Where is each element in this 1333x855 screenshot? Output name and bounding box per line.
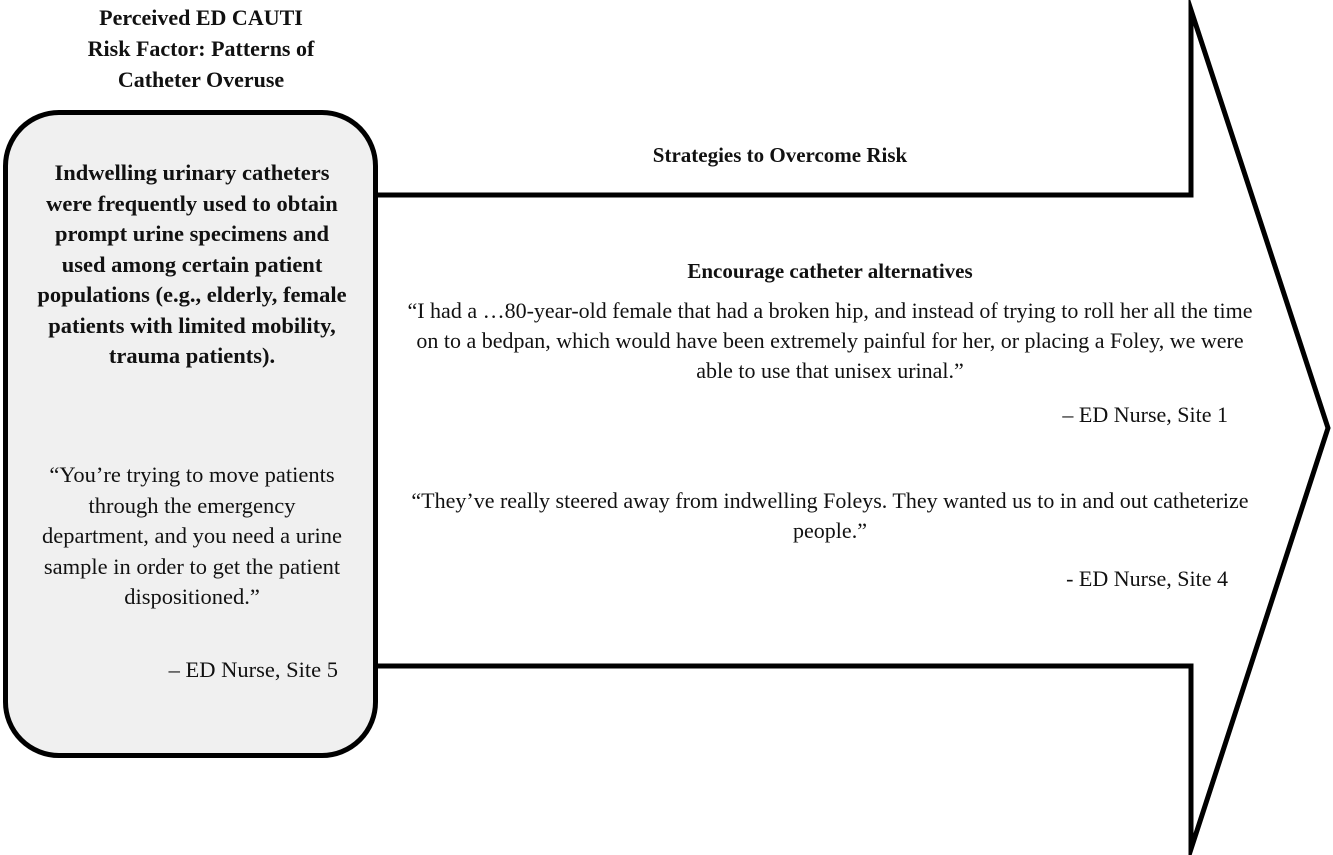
strategy-quote-attribution: - ED Nurse, Site 4 <box>1066 566 1228 591</box>
risk-factor-title-line: Catheter Overuse <box>117 67 285 92</box>
risk-factor-quote: “You’re trying to move patients through the emergency department, and you need a urine sample in order to get the patient dispositioned.” <box>42 462 342 609</box>
risk-factor-title-line: Perceived ED CAUTI <box>99 5 303 30</box>
strategy-quote-attribution: – ED Nurse, Site 1 <box>1062 402 1228 427</box>
risk-factor-attribution: – ED Nurse, Site 5 <box>168 657 338 682</box>
strategy-quote: “They’ve really steered away from indwelling Foleys. They wanted us to in and out catheterize people.” <box>411 488 1249 543</box>
strategy-quote: “I had a …80-year-old female that had a broken hip, and instead of trying to roll her all the time on to a bedpan, which would have been extremely painful for her, or placing a Foley, we were able to use that unisex urinal.” <box>407 298 1253 383</box>
risk-factor-box <box>3 110 378 758</box>
risk-factor-description: Indwelling urinary catheters were frequently used to obtain prompt urine specimens and used among certain patient populations (e.g., elderly, female patients with limited mobility, trauma patients). <box>37 160 347 368</box>
risk-factor-title <box>40 2 362 95</box>
risk-factor-title-line: Risk Factor: Patterns of <box>87 36 315 61</box>
strategy-heading: Encourage catheter alternatives <box>687 259 973 283</box>
strategies-heading: Strategies to Overcome Risk <box>652 143 908 167</box>
